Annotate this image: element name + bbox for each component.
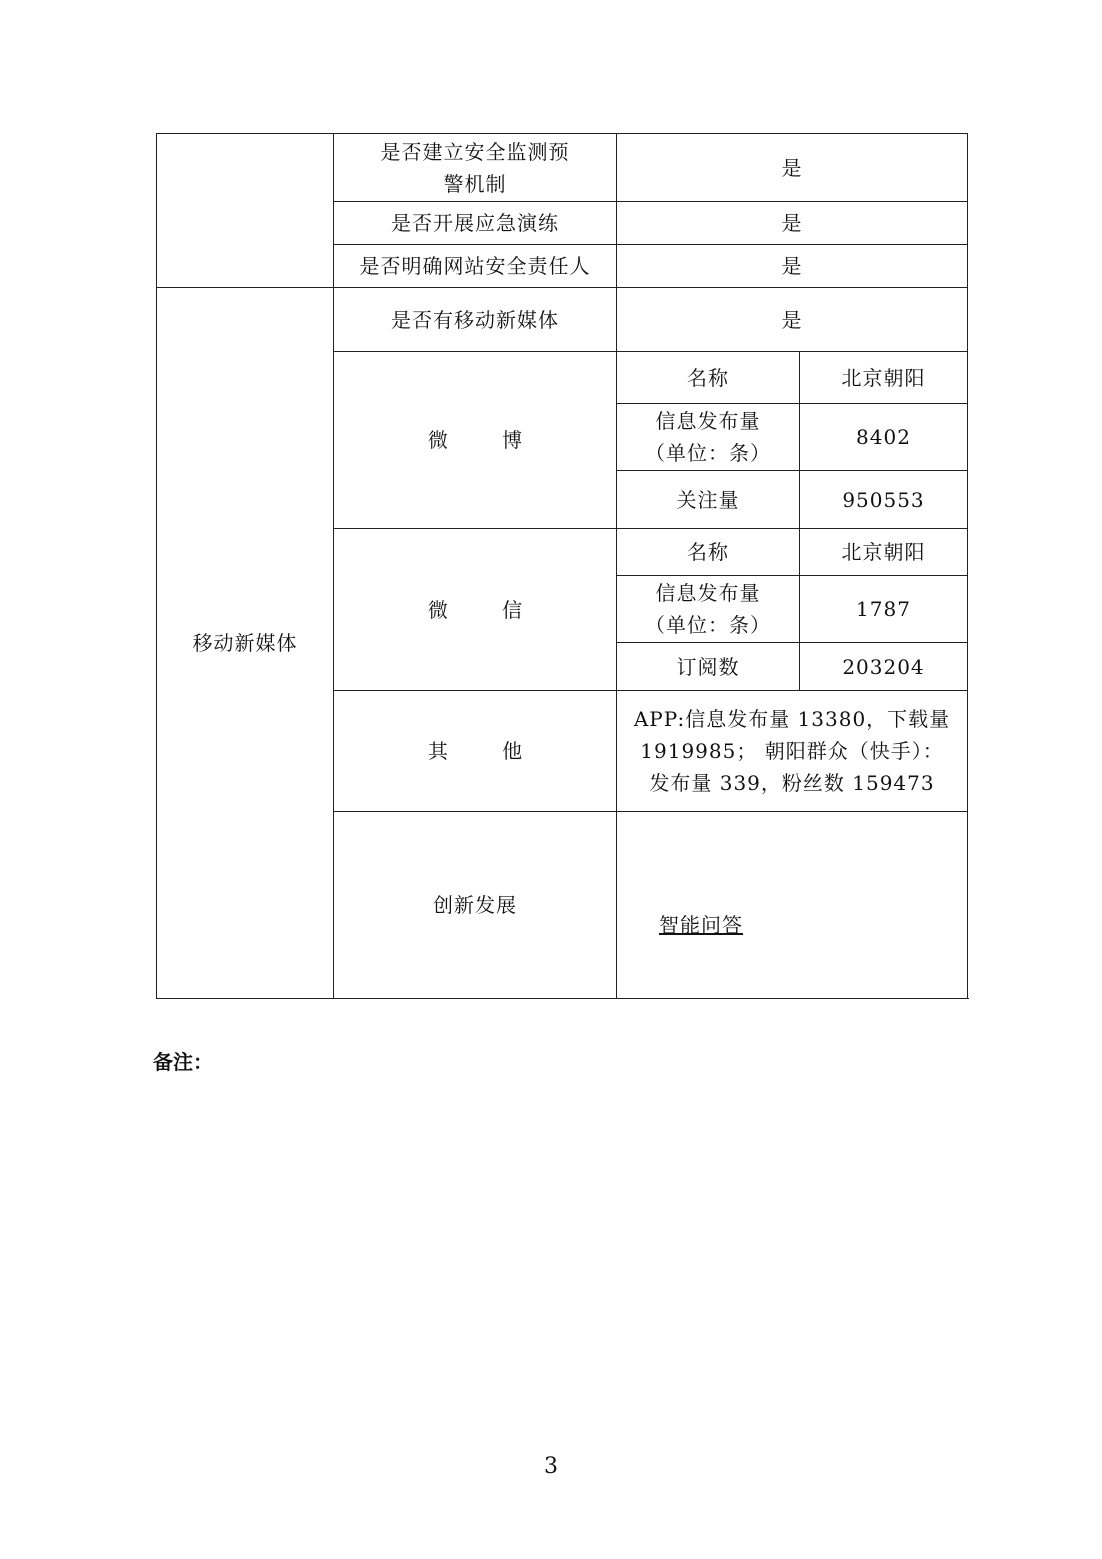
weibo-name-value: 北京朝阳 (800, 352, 968, 404)
table-row (157, 288, 968, 352)
drill-label: 是否开展应急演练 (334, 202, 617, 245)
section-cell-security (157, 134, 334, 288)
weibo-posts-label-line1: 信息发布量 (655, 409, 761, 433)
weibo-posts-label (617, 404, 800, 471)
remarks-label: 备注： (153, 1050, 213, 1074)
weibo-followers-label: 关注量 (617, 471, 800, 529)
wechat-posts-label-line2: （单位：条） (645, 613, 771, 637)
table-row (157, 134, 968, 202)
other-label: 其 他 (334, 691, 617, 812)
wechat-subscribers-value: 203204 (800, 643, 968, 691)
innovation-label: 创新发展 (334, 812, 617, 999)
wechat-name-label: 名称 (617, 529, 800, 576)
other-line-3: 发布量 339，粉丝数 159473 (649, 771, 935, 795)
weibo-followers-value: 950553 (800, 471, 968, 529)
report-table (156, 133, 968, 999)
mobile-section-label: 移动新媒体 (157, 288, 334, 999)
monitor-value: 是 (617, 134, 968, 202)
other-value (617, 691, 968, 812)
wechat-posts-label-line1: 信息发布量 (655, 581, 761, 605)
other-line-1: APP:信息发布量 13380，下载量 (633, 707, 951, 731)
has-media-label: 是否有移动新媒体 (334, 288, 617, 352)
weibo-posts-label-line2: （单位：条） (645, 441, 771, 465)
weibo-label: 微 博 (334, 352, 617, 529)
drill-value: 是 (617, 202, 968, 245)
weibo-posts-value: 8402 (800, 404, 968, 471)
other-line-2: 1919985； 朝阳群众（快手）： (640, 739, 944, 763)
responsible-label: 是否明确网站安全责任人 (334, 245, 617, 288)
wechat-posts-label (617, 576, 800, 643)
responsible-value: 是 (617, 245, 968, 288)
wechat-posts-value: 1787 (800, 576, 968, 643)
weibo-name-label: 名称 (617, 352, 800, 404)
has-media-value: 是 (617, 288, 968, 352)
page-number: 3 (544, 1454, 558, 1479)
innovation-value: 智能问答 (659, 913, 743, 937)
innovation-value-cell (617, 812, 968, 999)
monitor-label: 是否建立安全监测预警机制 (334, 134, 617, 202)
wechat-name-value: 北京朝阳 (800, 529, 968, 576)
wechat-subscribers-label: 订阅数 (617, 643, 800, 691)
wechat-label: 微 信 (334, 529, 617, 691)
